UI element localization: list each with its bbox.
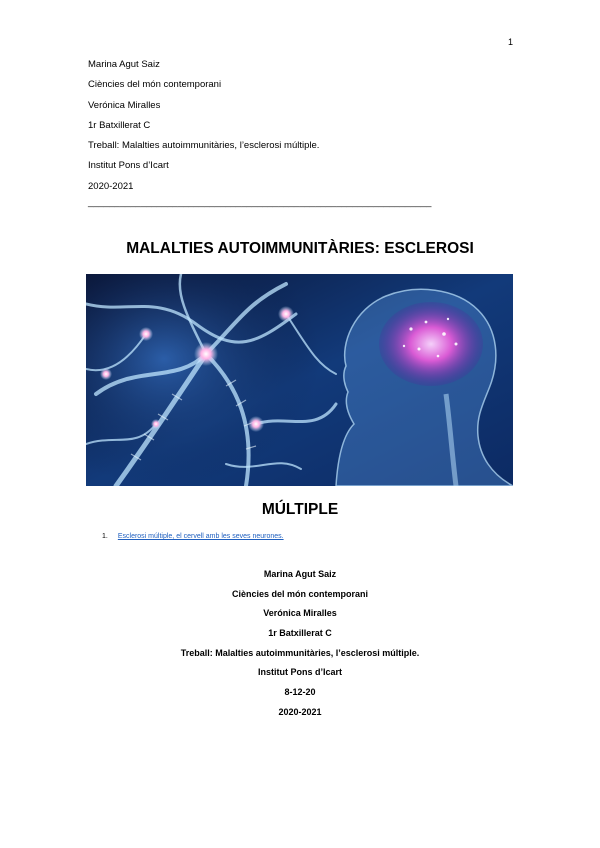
header-subject: Ciències del món contemporani — [88, 79, 222, 91]
hero-image — [86, 274, 513, 486]
cover-school: Institut Pons d’Icart — [257, 667, 342, 678]
cover-author: Marina Agut Saiz — [263, 569, 337, 579]
cover-work-title: Treball: Malalties autoimmunitàries, l’esclerosi múltiple. — [180, 647, 420, 658]
cover-year: 2020-2021 — [278, 706, 322, 717]
cover-subject: Ciències del món contemporani — [231, 588, 369, 599]
caption-number: 1. — [102, 533, 108, 540]
page-number: 1 — [508, 37, 514, 47]
figure-caption — [102, 533, 284, 540]
cover-block — [0, 567, 600, 725]
title-line-2: MÚLTIPLE — [261, 501, 339, 518]
title-line-1: MALALTIES AUTOIMMUNITÀRIES: ESCLEROSI — [126, 240, 474, 257]
header-teacher: Verónica Miralles — [88, 99, 161, 111]
header-school: Institut Pons d’Icart — [88, 160, 169, 172]
cover-teacher: Verónica Miralles — [263, 608, 337, 619]
cover-class: 1r Batxillerat C — [268, 628, 332, 639]
header-year: 2020-2021 — [88, 180, 134, 192]
separator-rule: _________________________________________________________________ — [88, 197, 432, 208]
neuron-brain-illustration — [86, 274, 513, 486]
caption-link[interactable]: Esclerosi múltiple, el cervell amb les seves neurones. — [117, 533, 284, 540]
cover-date: 8-12-20 — [284, 687, 316, 698]
header-author: Marina Agut Saiz — [88, 59, 160, 70]
header-work-title: Treball: Malalties autoimmunitàries, l’esclerosi múltiple. — [88, 140, 320, 152]
header-class: 1r Batxillerat C — [88, 119, 151, 131]
header-block — [88, 58, 319, 200]
